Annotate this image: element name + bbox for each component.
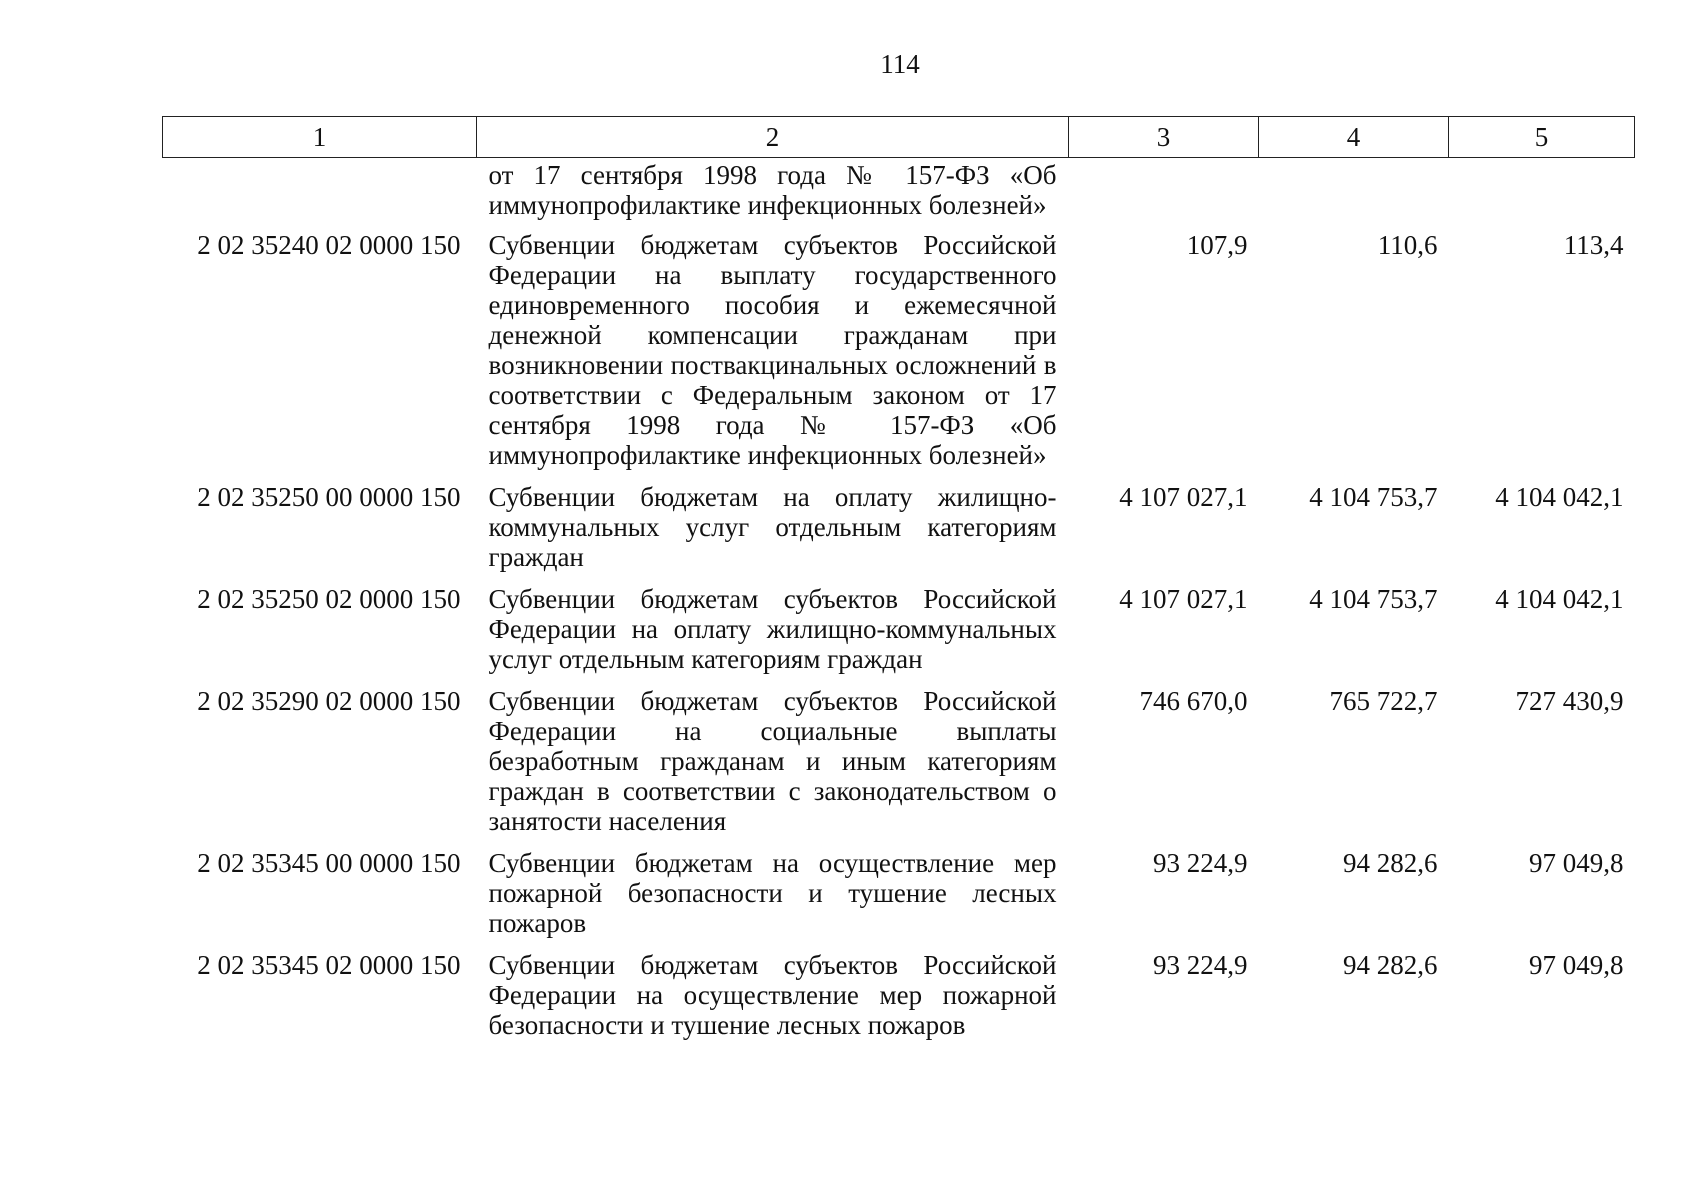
table-row [163, 476, 1635, 578]
name-cell: Субвенции бюджетам субъектов Российской Федерации на осуществление мер пожарной безопасности и тушение лесных пожаров [488, 950, 1057, 1040]
value-cell-5 [1449, 158, 1635, 225]
value-cell-3: 746 670,0 [1139, 686, 1248, 716]
column-header-5: 5 [1449, 117, 1635, 158]
code-cell: 2 02 35250 00 0000 150 [197, 482, 461, 512]
value-cell-3 [1069, 158, 1259, 225]
column-header-2: 2 [477, 117, 1069, 158]
table-row [163, 578, 1635, 680]
name-cell: Субвенции бюджетам субъектов Российской Федерации на социальные выплаты безработным гражданам и иным категориям граждан в соответствии с законодательством о занятости населения [488, 686, 1057, 836]
table-header [163, 117, 1635, 158]
code-cell [163, 158, 477, 225]
table-row [163, 842, 1635, 944]
value-cell-4: 4 104 753,7 [1309, 482, 1438, 512]
table-row-continuation [163, 158, 1635, 225]
value-cell-4: 94 282,6 [1343, 848, 1438, 878]
value-cell-4: 4 104 753,7 [1309, 584, 1438, 614]
name-cell: Субвенции бюджетам субъектов Российской Федерации на выплату государственного единовременного пособия и ежемесячной денежной компенсации гражданам при возникновении поствакцинальных осложнений в соответствии с Федеральным законом от 17 сентября 1998 года № 157-ФЗ «Об иммунопрофилактике инфекционных болезней» [488, 230, 1057, 470]
table-row [163, 224, 1635, 476]
table-body [163, 158, 1635, 1047]
value-cell-4: 765 722,7 [1329, 686, 1438, 716]
name-cell: от 17 сентября 1998 года № 157-ФЗ «Об иммунопрофилактике инфекционных болезней» [488, 160, 1057, 220]
value-cell-3: 93 224,9 [1153, 848, 1248, 878]
value-cell-4: 94 282,6 [1343, 950, 1438, 980]
code-cell: 2 02 35250 02 0000 150 [197, 584, 461, 614]
code-cell: 2 02 35240 02 0000 150 [197, 230, 461, 260]
value-cell-4 [1259, 158, 1449, 225]
value-cell-5: 727 430,9 [1515, 686, 1624, 716]
page-number: 114 [880, 49, 920, 79]
value-cell-5: 4 104 042,1 [1495, 482, 1624, 512]
value-cell-3: 107,9 [1186, 230, 1248, 260]
table-row [163, 680, 1635, 842]
budget-revenue-table [162, 116, 1635, 1046]
value-cell-3: 93 224,9 [1153, 950, 1248, 980]
value-cell-4: 110,6 [1377, 230, 1438, 260]
column-header-1: 1 [163, 117, 477, 158]
header-row [163, 117, 1635, 158]
value-cell-5: 4 104 042,1 [1495, 584, 1624, 614]
value-cell-5: 97 049,8 [1529, 950, 1624, 980]
name-cell: Субвенции бюджетам на оплату жилищно-коммунальных услуг отдельным категориям граждан [488, 482, 1057, 572]
code-cell: 2 02 35345 02 0000 150 [197, 950, 461, 980]
value-cell-5: 113,4 [1563, 230, 1624, 260]
name-cell: Субвенции бюджетам субъектов Российской Федерации на оплату жилищно-коммунальных услуг отдельным категориям граждан [488, 584, 1057, 674]
column-header-3: 3 [1069, 117, 1259, 158]
code-cell: 2 02 35290 02 0000 150 [197, 686, 461, 716]
value-cell-3: 4 107 027,1 [1119, 482, 1248, 512]
table-row [163, 944, 1635, 1046]
name-cell: Субвенции бюджетам на осуществление мер пожарной безопасности и тушение лесных пожаров [488, 848, 1057, 938]
value-cell-5: 97 049,8 [1529, 848, 1624, 878]
code-cell: 2 02 35345 00 0000 150 [197, 848, 461, 878]
value-cell-3: 4 107 027,1 [1119, 584, 1248, 614]
column-header-4: 4 [1259, 117, 1449, 158]
